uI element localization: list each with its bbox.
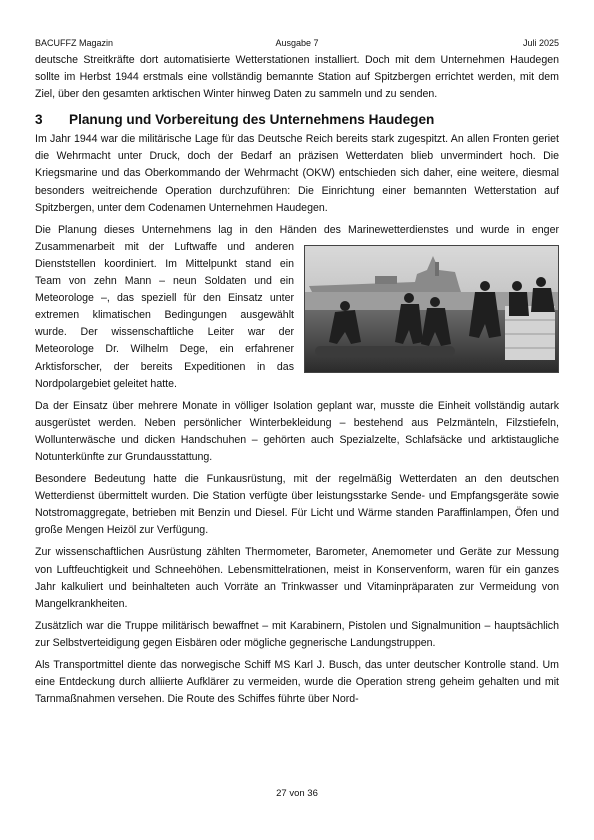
- page-number: 27 von 36: [276, 788, 318, 799]
- paragraph-2: [35, 222, 559, 393]
- paragraph-6: Zusätzlich war die Truppe militärisch bewaffnet – mit Karabinern, Pistolen und Signalmunition – hauptsächlich zur Selbstverteidigung gegen Eisbären oder mögliche gegnerische Landungstruppen.: [35, 619, 559, 649]
- issue-date: Juli 2025: [522, 38, 559, 48]
- section-heading: [35, 111, 559, 129]
- historical-photo: [304, 245, 559, 373]
- paragraph-4: Besondere Bedeutung hatte die Funkausrüstung, mit der regelmäßig Wetterdaten an den deutschen Wetterdienst übermittelt wurden. Die Station verfügte über leistungsstarke Sende- und Empfangsgeräte sowie Notstromaggregate, betrieben mit Benzin und Diesel. Für Licht und Wärme standen Paraffinlampen, Öfen und große Mengen Heizöl zur Verfügung.: [35, 473, 559, 537]
- document-page: [35, 37, 559, 713]
- paragraph-1: Im Jahr 1944 war die militärische Lage für das Deutsche Reich bereits stark zugespitzt. An allen Fronten geriet die Wehrmacht unter Druck, doch der Bedarf an präzisen Wetterdaten blieb unvermindert hoch. Die Kriegsmarine und das Oberkommando der Wehrmacht (OKW) entschieden sich daher, eine weitere, diesmal besonders weitreichende Operation durchzuführen: Die Einrichtung einer bemannten Wetterstation auf Spitzbergen, unter dem Codenamen Unternehmen Haudegen.: [35, 133, 559, 214]
- section-title: Planung und Vorbereitung des Unternehmens Haudegen: [69, 112, 435, 128]
- intro-paragraph: deutsche Streitkräfte dort automatisierte Wetterstationen installiert. Doch mit dem Unternehmen Haudegen sollte im Herbst 1944 erstmals eine vollständig bemannte Station auf Spitzbergen errichtet werden, mit dem Ziel, über den gesamten arktischen Winter hinweg Daten zu sammeln und zu senden.: [35, 54, 559, 101]
- issue-label: Ausgabe 7: [275, 38, 319, 48]
- paragraph-2-lead: Die Planung dieses Unternehmens lag in den Händen des Marinewetterdienstes und wurde in enger Zusammenarbeit mit der Luftwaffe und: [35, 223, 559, 253]
- magazine-name: BACUFFZ Magazin: [35, 38, 114, 48]
- article-body: [35, 52, 559, 708]
- section-number: 3: [35, 112, 43, 128]
- paragraph-3: Da der Einsatz über mehrere Monate in völliger Isolation geplant war, musste die Einheit vollständig autark ausgerüstet werden. Neben persönlicher Winterbekleidung – bestehend aus Pelzmänteln, Filzstiefeln, Wollunterwäsche und dicken Handschuhen – gehörten auch Spezialzelte, Schlafsäcke und arktistaugliche Notunterkünfte zur Grundausstattung.: [35, 399, 559, 463]
- running-header: [35, 37, 559, 49]
- paragraph-7: Als Transportmittel diente das norwegische Schiff MS Karl J. Busch, das unter deutscher Kontrolle stand. Um eine Entdeckung durch alliierte Aufklärer zu vermeiden, wurde die Operation streng geheim gehalten und mit Tarnmaßnahmen versehen. Die Route des Schiffes führte über Nord-: [35, 659, 559, 706]
- paragraph-2-rest: anderen Dienststellen koordiniert. Im Mittelpunkt stand ein Team von zehn Mann – neun Soldaten und ein Meteorologe –, das speziell für den Einsatz unter extremen klimatischen Bedingungen ausgewählt wurde. Der wissenschaftliche Leiter war der Meteorologe Dr. Wilhelm Dege, ein erfahrener Arktisforscher, der bereits Expeditionen in das Nordpolargebiet geleitet hatte.: [35, 240, 294, 390]
- paragraph-5: Zur wissenschaftlichen Ausrüstung zählten Thermometer, Barometer, Anemometer und Geräte zur Messung von Luftfeuchtigkeit und Schneehöhen. Lebensmittelrationen, meist in Konservenform, waren für ein ganzes Jahr kalkuliert und beinhalteten auch Vorräte an Trinkwasser und Vitaminpräparaten zur Vermeidung von Mangelkrankheiten.: [35, 546, 559, 610]
- photo-soldiers-unloading-ship-icon: [305, 246, 558, 372]
